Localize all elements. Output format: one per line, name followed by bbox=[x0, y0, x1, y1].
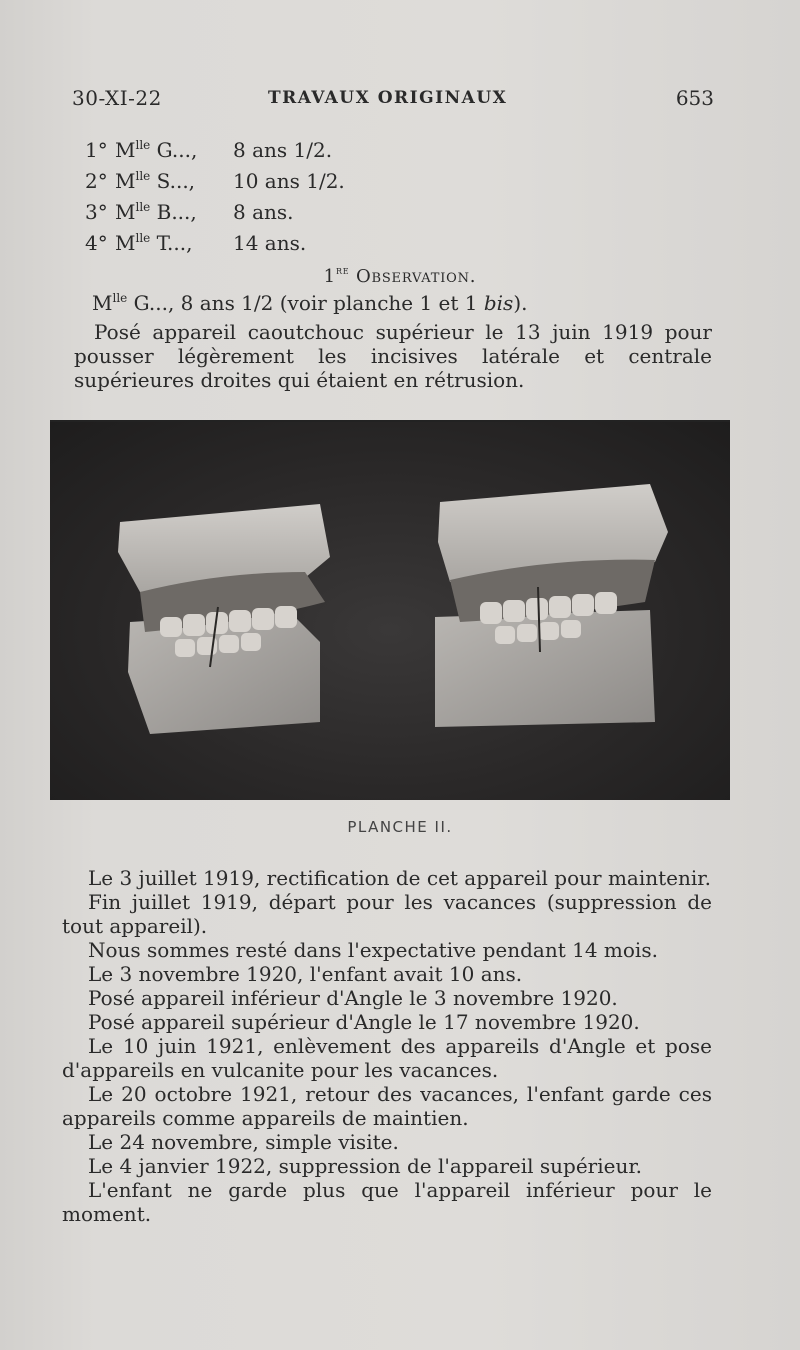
left-dental-cast bbox=[118, 504, 330, 734]
patient-list bbox=[85, 130, 345, 254]
patient-number: 2° bbox=[85, 169, 108, 193]
patient-name: $M^{lle}$ B..., bbox=[115, 200, 197, 224]
figure-caption: PLANCHE II. bbox=[347, 818, 453, 836]
patient-name: $M^{lle}$ S..., bbox=[115, 169, 196, 193]
header-date: 30-XI-22 bbox=[72, 86, 162, 110]
patient-item bbox=[85, 192, 345, 223]
page-number: 653 bbox=[675, 86, 714, 110]
patient-name: $M^{lle}$ G..., bbox=[115, 138, 198, 162]
chronology-entry: L'enfant ne garde plus que l'appareil inférieur pour le moment. bbox=[62, 1178, 712, 1226]
patient-age: 10 ans 1/2. bbox=[233, 169, 345, 193]
patient-name: $M^{lle}$ T..., bbox=[115, 231, 193, 255]
patient-age: 8 ans. bbox=[233, 200, 294, 224]
casts-illustration bbox=[50, 422, 730, 800]
chronology-entry: Le 4 janvier 1922, suppression de l'appareil supérieur. bbox=[88, 1154, 643, 1178]
patient-item bbox=[85, 161, 345, 192]
dental-casts-photograph bbox=[50, 420, 730, 800]
chronology-entry: Le 20 octobre 1921, retour des vacances, l'enfant garde ces appareils comme appareils de maintien. bbox=[62, 1082, 712, 1130]
patient-number: 1° bbox=[85, 138, 108, 162]
patient-number: 4° bbox=[85, 231, 108, 255]
chronology-entry: Le 3 juillet 1919, rectification de cet appareil pour maintenir. bbox=[88, 866, 711, 890]
patient-item bbox=[85, 223, 345, 254]
patient-item bbox=[85, 130, 345, 161]
chronology-entry: Fin juillet 1919, départ pour les vacances (suppression de tout appareil). bbox=[62, 890, 712, 938]
patient-number: 3° bbox=[85, 200, 108, 224]
patient-age: 14 ans. bbox=[233, 231, 307, 255]
paragraph-appliance: Posé appareil caoutchouc supérieur le 13 juin 1919 pour pousser légèrement les incisives latérale et centrale supérieures droites qui étaient en rétrusion. bbox=[74, 320, 712, 392]
chronology-entry: Le 3 novembre 1920, l'enfant avait 10 ans. bbox=[88, 962, 523, 986]
chronology-entry: Le 24 novembre, simple visite. bbox=[88, 1130, 399, 1154]
observation-intro: $M^{lle}$ G..., 8 ans 1/2 (voir planche 1 et 1 bis). bbox=[92, 291, 528, 315]
patient-age: 8 ans 1/2. bbox=[233, 138, 333, 162]
chronology-entry: Posé appareil inférieur d'Angle le 3 novembre 1920. bbox=[88, 986, 618, 1010]
header-section-title: TRAVAUX ORIGINAUX bbox=[268, 88, 508, 108]
chronology-entry: Nous sommes resté dans l'expectative pendant 14 mois. bbox=[88, 938, 658, 962]
chronology-entry: Posé appareil supérieur d'Angle le 17 novembre 1920. bbox=[88, 1010, 640, 1034]
treatment-chronology bbox=[62, 866, 712, 1226]
observation-heading: 1re Observation. bbox=[323, 263, 477, 287]
chronology-entry: Le 10 juin 1921, enlèvement des appareils d'Angle et pose d'appareils en vulcanite pour les vacances. bbox=[62, 1034, 712, 1082]
right-dental-cast bbox=[435, 484, 668, 727]
running-header bbox=[72, 86, 712, 116]
